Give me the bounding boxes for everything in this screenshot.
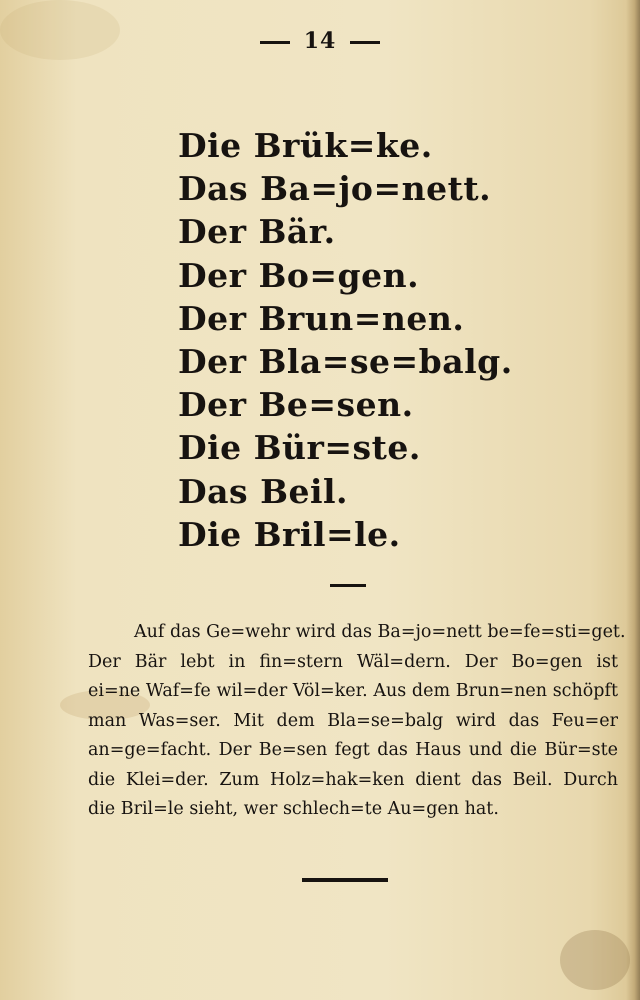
paragraph-line: man Was=ser. Mit dem Bla=se=balg wird das Feu=er — [88, 710, 618, 731]
word-list-item: Das Ba=jo=nett. — [178, 169, 492, 209]
end-divider — [302, 878, 388, 882]
paper-stain — [560, 930, 630, 990]
paragraph-line: die Klei=der. Zum Holz=hak=ken dient das Beil. Durch — [88, 769, 618, 790]
reading-paragraph — [88, 618, 626, 825]
word-list-item: Der Bla=se=balg. — [178, 342, 513, 382]
paragraph-line: Auf das Ge=wehr wird das Ba=jo=nett be=fe=sti=get. — [134, 622, 626, 642]
word-list-item: Das Beil. — [178, 471, 349, 511]
word-list-item: Der Brun=nen. — [178, 298, 465, 338]
page-edge-shadow — [626, 0, 640, 1000]
paragraph-line: ei=ne Waf=fe wil=der Völ=ker. Aus dem Brun=nen schöpft — [88, 681, 618, 701]
word-list-item: Der Be=sen. — [178, 385, 414, 425]
paragraph-line: an=ge=facht. Der Be=sen fegt das Haus und die Bür=ste — [88, 740, 618, 760]
page-number: 14 — [303, 28, 337, 54]
header-dash-right — [350, 41, 380, 44]
word-list-item: Die Bril=le. — [178, 514, 401, 554]
paragraph-line: Der Bär lebt in fin=stern Wäl=dern. Der Bo=gen ist — [88, 651, 618, 672]
word-list-item: Die Bür=ste. — [178, 428, 421, 468]
word-list — [178, 124, 513, 556]
page-header — [0, 28, 640, 54]
header-dash-left — [260, 41, 290, 44]
paragraph-line: die Bril=le sieht, wer schlech=te Au=gen hat. — [88, 799, 499, 819]
word-list-item: Der Bo=gen. — [178, 255, 420, 295]
section-divider — [330, 584, 366, 587]
word-list-item: Die Brük=ke. — [178, 126, 433, 165]
word-list-item: Der Bär. — [178, 212, 336, 252]
